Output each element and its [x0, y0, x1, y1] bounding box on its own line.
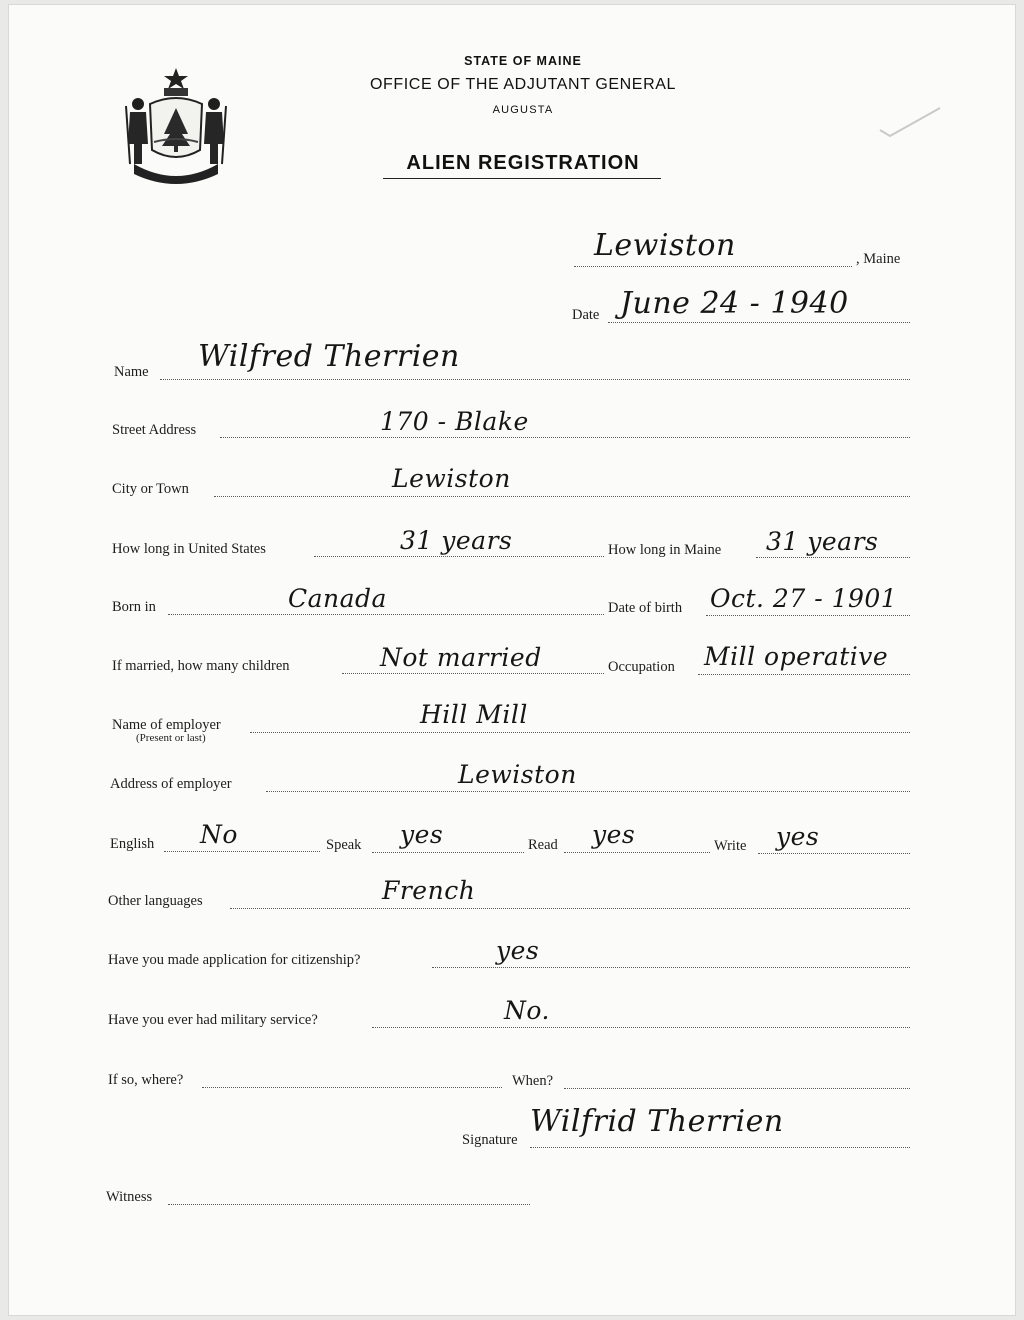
employer-address-label: Address of employer	[110, 776, 232, 792]
street-label: Street Address	[112, 422, 197, 438]
employer-label: Name of employer	[112, 717, 221, 733]
born-in-label: Born in	[112, 599, 156, 615]
english-label: English	[110, 836, 155, 852]
english-value: No	[200, 820, 238, 849]
maine-state-seal	[120, 64, 232, 188]
other-languages-value: French	[382, 876, 476, 905]
where-label: If so, where?	[108, 1072, 184, 1088]
citizenship-label: Have you made application for citizenship?	[108, 952, 361, 968]
when-label: When?	[512, 1073, 554, 1089]
dob-value: Oct. 27 - 1901	[710, 584, 898, 613]
read-label: Read	[528, 837, 558, 853]
military-value: No.	[504, 996, 550, 1025]
employer-address-value: Lewiston	[458, 760, 577, 789]
how-long-us-value: 31 years	[400, 526, 513, 555]
date-label: Date	[572, 307, 600, 323]
how-long-maine-label: How long in Maine	[608, 542, 722, 558]
write-label: Write	[714, 838, 747, 854]
check-mark-icon	[876, 100, 946, 140]
office-heading: OFFICE OF THE ADJUTANT GENERAL	[369, 76, 677, 93]
witness-label: Witness	[106, 1189, 153, 1205]
city-heading: AUGUSTA	[492, 104, 554, 116]
born-in-value: Canada	[288, 584, 387, 613]
speak-label: Speak	[326, 837, 362, 853]
speak-value: yes	[400, 820, 444, 849]
how-long-us-label: How long in United States	[112, 541, 266, 557]
signature-value: Wilfrid Therrien	[530, 1104, 784, 1139]
write-value: yes	[776, 822, 820, 851]
how-long-maine-value: 31 years	[766, 527, 879, 556]
date-value: June 24 - 1940	[620, 286, 849, 321]
city-label: City or Town	[112, 481, 189, 497]
citizenship-value: yes	[496, 936, 540, 965]
name-label: Name	[114, 364, 149, 380]
employer-sublabel: (Present or last)	[136, 732, 206, 744]
children-value: Not married	[380, 643, 542, 672]
street-value: 170 - Blake	[380, 407, 529, 436]
title-underline	[383, 178, 661, 179]
occupation-value: Mill operative	[704, 642, 889, 671]
state-heading: STATE OF MAINE	[464, 54, 582, 68]
name-value: Wilfred Therrien	[198, 339, 460, 374]
dob-label: Date of birth	[608, 600, 683, 616]
other-languages-label: Other languages	[108, 893, 203, 909]
place-value: Lewiston	[594, 228, 736, 263]
children-label: If married, how many children	[112, 658, 290, 674]
signature-label: Signature	[462, 1132, 518, 1148]
registration-form	[8, 4, 1016, 1316]
employer-value: Hill Mill	[420, 700, 528, 729]
place-suffix: , Maine	[856, 251, 901, 267]
form-title: ALIEN REGISTRATION	[406, 152, 640, 174]
occupation-label: Occupation	[608, 659, 675, 675]
city-value: Lewiston	[392, 464, 511, 493]
read-value: yes	[592, 820, 636, 849]
military-label: Have you ever had military service?	[108, 1012, 318, 1028]
